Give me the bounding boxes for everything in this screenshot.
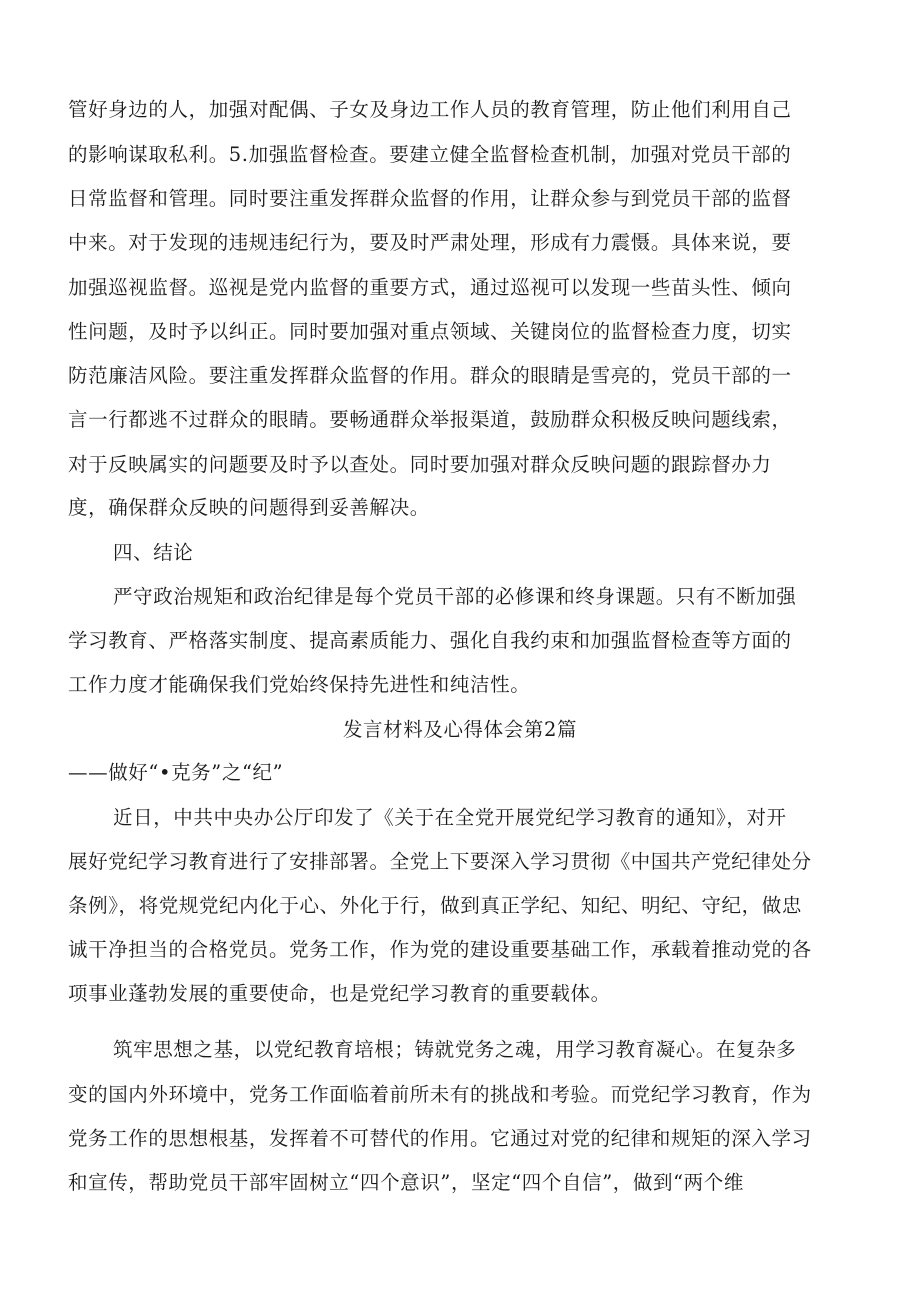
body-text-line: 中来。对于发现的违规违纪行为，要及时严肃处理，形成有力震慑。具体来说，要 <box>68 231 792 254</box>
body-text-line: 项事业蓬勃发展的重要使命，也是党纪学习教育的重要载体。 <box>68 982 611 1005</box>
body-text-line: 工作力度才能确保我们党始终保持先进性和纯洁性。 <box>68 673 531 696</box>
body-text-line: 日常监督和管理。同时要注重发挥群众监督的作用，让群众参与到党员干部的监督 <box>68 187 792 210</box>
body-text-line: 和宣传，帮助党员干部牢固树立“四个意识”，坚定“四个自信”，做到“两个维 <box>68 1171 744 1194</box>
body-text-line: 学习教育、严格落实制度、提高素质能力、强化自我约束和加强监督检查等方面的 <box>68 629 792 652</box>
body-text-line: 诚干净担当的合格党员。党务工作，作为党的建设重要基础工作，承载着推动党的各 <box>68 938 812 961</box>
section-heading: 四、结论 <box>113 541 194 564</box>
body-text-line: 条例》，将党规党纪内化于心、外化于行，做到真正学纪、知纪、明纪、守纪，做忠 <box>68 894 802 917</box>
body-text-line: 近日，中共中央办公厅印发了《关于在全党开展党纪学习教育的通知》，对开 <box>113 806 787 829</box>
body-text-line: 党务工作的思想根基，发挥着不可替代的作用。它通过对党的纪律和规矩的深入学习 <box>68 1127 812 1150</box>
body-text-line: 对于反映属实的问题要及时予以查处。同时要加强对群众反映问题的跟踪督办力 <box>68 453 772 476</box>
body-text-line: 展好党纪学习教育进行了安排部署。全党上下要深入学习贯彻《中国共产党纪律处分 <box>68 850 812 873</box>
body-text-line: 筑牢思想之基，以党纪教育培根；铸就党务之魂，用学习教育凝心。在复杂多 <box>113 1038 797 1061</box>
article-title: 发言材料及心得体会第2篇 <box>342 718 578 741</box>
body-text-line: 度，确保群众反映的问题得到妥善解决。 <box>68 496 430 519</box>
body-text-line: 言一行都逃不过群众的眼睛。要畅通群众举报渠道，鼓励群众积极反映问题线索， <box>68 408 792 431</box>
body-text-line: 严守政治规矩和政治纪律是每个党员干部的必修课和终身课题。只有不断加强 <box>113 585 797 608</box>
body-text-line: 加强巡视监督。巡视是党内监督的重要方式，通过巡视可以发现一些苗头性、倾向 <box>68 276 792 299</box>
body-text-line: 性问题，及时予以纠正。同时要加强对重点领域、关键岗位的监督检查力度，切实 <box>68 320 792 343</box>
body-text-line: 防范廉洁风险。要注重发挥群众监督的作用。群众的眼睛是雪亮的，党员干部的一 <box>68 364 792 387</box>
body-text-line: 变的国内外环境中，党务工作面临着前所未有的挑战和考验。而党纪学习教育，作为 <box>68 1083 812 1106</box>
body-text-line: 管好身边的人，加强对配偶、子女及身边工作人员的教育管理，防止他们利用自己 <box>68 98 792 121</box>
body-text-line: 的影响谋取私利。5.加强监督检查。要建立健全监督检查机制，加强对党员干部的 <box>68 143 792 166</box>
article-subtitle: ——做好“•克务”之“纪” <box>68 761 284 784</box>
